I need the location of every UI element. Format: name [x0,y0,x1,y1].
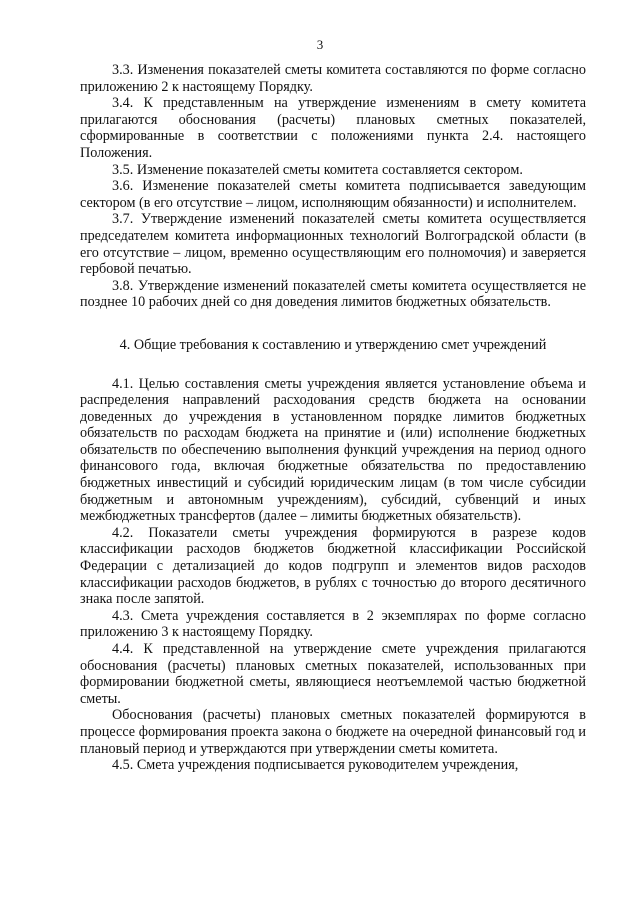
document-body [80,62,586,774]
paragraph-4-3: 4.3. Смета учреждения составляется в 2 экземплярах по форме согласно приложению 3 к настоящему Порядку. [80,607,586,641]
paragraph-4-4-justifications: Обоснования (расчеты) плановых сметных показателей формируются в процессе формирования проекта закона о бюджете на очередной финансовый год и плановый период и утверждаются при утверждении сметы комитета. [80,707,586,757]
paragraph-4-5: 4.5. Смета учреждения подписывается руководителем учреждения, [112,757,519,774]
paragraph-3-4: 3.4. К представленным на утверждение изменениям в смету комитета прилагаются обоснования (расчеты) плановых сметных показателей, сформированные в соответствии с положениями пункта 2.4. настоящего Положения. [80,95,586,161]
paragraph-4-4: 4.4. К представленной на утверждение смете учреждения прилагаются обоснования (расчеты) плановых сметных показателей, использованных при формировании бюджетной сметы, являющиеся неотъемлемой частью бюджетной сметы. [80,641,586,707]
page-number: 3 [316,37,324,52]
paragraph-4-2: 4.2. Показатели сметы учреждения формируются в разрезе кодов классификации расходов бюджетов бюджетной классификации Российской Федерации с детализацией до кодов подгрупп и элементов видов расходов классификации расходов бюджетов, в рублях с точностью до второго десятичного знака после запятой. [80,524,586,608]
paragraph-3-3: 3.3. Изменения показателей сметы комитета составляются по форме согласно приложению 2 к настоящему Порядку. [80,62,586,95]
paragraph-3-7: 3.7. Утверждение изменений показателей сметы комитета осуществляется председателем комитета информационных технологий Волгоградской области (в его отсутствие – лицом, временно осуществляющим его полномочия) и заверяется гербовой печатью. [80,211,586,278]
paragraph-4-1: 4.1. Целью составления сметы учреждения является установление объема и распределения направлений расходования средств бюджета на основании доведенных до учреждения в установленном порядке лимитов бюджетных обязательств по расходам бюджета на принятие и (или) исполнение бюджетных обязательств по обеспечению выполнения функций учреждения на период одного финансового года, включая бюджетные обязательства по предоставлению бюджетных инвестиций и субсидий юридическим лицам (в том числе субсидии бюджетным и автономным учреждениям), субсидий, субвенций и иных межбюджетных трансфертов (далее – лимиты бюджетных обязательств). [80,375,586,525]
paragraph-3-8: 3.8. Утверждение изменений показателей сметы комитета осуществляется не позднее 10 рабочих дней со дня доведения лимитов бюджетных обязательств. [80,277,586,311]
section-4-heading: 4. Общие требования к составлению и утверждению смет учреждений [119,336,547,353]
paragraph-3-5: 3.5. Изменение показателей сметы комитета составляется сектором. [112,161,523,178]
paragraph-3-6: 3.6. Изменение показателей сметы комитета подписывается заведующим сектором (в его отсутствие – лицом, исполняющим обязанности) и исполнителем. [80,178,586,211]
